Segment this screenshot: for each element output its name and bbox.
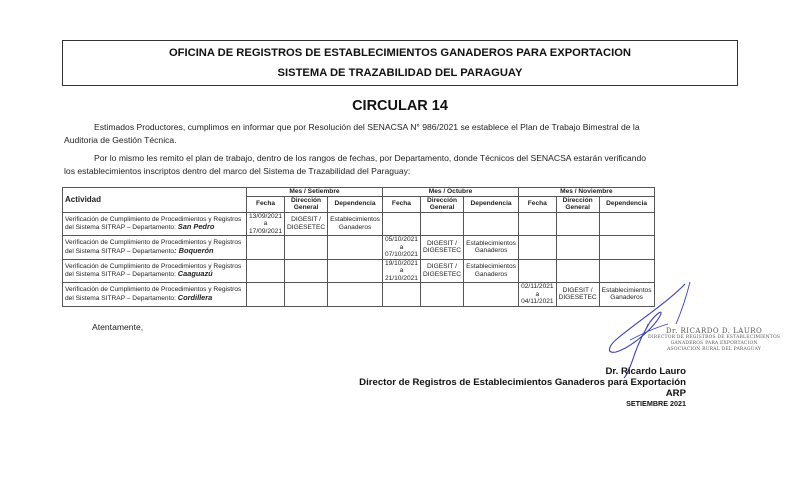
paragraph-plan-line2: los establecimientos inscriptos dentro del marco del Sistema de Trazabilidad del Paraguay: (64, 166, 411, 176)
dependencia-cell (328, 236, 383, 260)
dependencia-cell: Establecimientos Ganaderos (328, 212, 383, 236)
direccion-cell (556, 259, 599, 283)
signature-block (359, 366, 686, 409)
activity-cell: Verificación de Cumplimiento de Procedimientos y Registros del Sistema SITRAP – Departamento: Caaguazú (63, 259, 247, 283)
direccion-cell (556, 212, 599, 236)
direccion-cell: DIGESIT / DIGESETEC (420, 236, 463, 260)
activity-cell: Verificación de Cumplimiento de Procedimientos y Registros del Sistema SITRAP – Departamento: Boquerón (63, 236, 247, 260)
fecha-cell: 19/10/2021 a 21/10/2021 (382, 259, 420, 283)
fecha-cell (247, 259, 285, 283)
fecha-cell: 13/09/2021 a 17/09/2021 (247, 212, 285, 236)
circular-title: CIRCULAR 14 (352, 98, 448, 114)
fecha-cell (382, 212, 420, 236)
paragraph-intro (64, 121, 744, 147)
direccion-cell (420, 283, 463, 307)
stamp-line3: GANADEROS PARA EXPORTACION (670, 341, 758, 346)
fecha-cell: 02/11/2021 a 04/11/2021 (519, 283, 557, 307)
month-header-september: Mes / Setiembre (247, 188, 383, 197)
sub-header-dependencia: Dependencia (328, 196, 383, 212)
direccion-cell (420, 212, 463, 236)
signer-role: Director de Registros de Establecimientos Ganaderos para Exportación (359, 377, 686, 388)
sub-header-fecha: Fecha (382, 196, 420, 212)
month-header-november: Mes / Noviembre (519, 188, 654, 197)
closing-salutation: Atentamente, (92, 322, 144, 332)
sub-header-direccion: Dirección General (420, 196, 463, 212)
direccion-cell (556, 236, 599, 260)
sub-header-dependencia: Dependencia (464, 196, 519, 212)
work-plan-table (62, 187, 655, 307)
dependencia-cell: Establecimientos Ganaderos (464, 259, 519, 283)
fecha-cell (247, 236, 285, 260)
fecha-cell (519, 236, 557, 260)
paragraph-intro-line1: Estimados Productores, cumplimos en informar que por Resolución del SENACSA N° 986/2021 se establece el Plan de Trabajo Bimestral de la (94, 122, 640, 132)
stamp-line4: ASOCIACION RURAL DEL PARAGUAY (667, 347, 762, 352)
fecha-cell (247, 283, 285, 307)
stamp-line2: DIRECTOR DE REGISTROS DE ESTABLECIMIENTOS (648, 335, 781, 340)
dependencia-cell (599, 259, 654, 283)
table-row (63, 259, 655, 283)
dependencia-cell (328, 283, 383, 307)
sub-header-dependencia: Dependencia (599, 196, 654, 212)
stamp-line1: Dr. RICARDO D. LAURO (665, 327, 763, 335)
month-header-october: Mes / Octubre (382, 188, 518, 197)
header-box (62, 40, 738, 86)
sub-header-fecha: Fecha (247, 196, 285, 212)
fecha-cell (519, 259, 557, 283)
paragraph-plan (64, 152, 744, 178)
direccion-cell (285, 259, 328, 283)
activity-cell: Verificación de Cumplimiento de Procedimientos y Registros del Sistema SITRAP – Departamento: San Pedro (63, 212, 247, 236)
table-row (63, 283, 655, 307)
direccion-cell (285, 283, 328, 307)
direccion-cell: DIGESIT / DIGESETEC (420, 259, 463, 283)
department-name: : Boquerón (174, 245, 214, 255)
table-row (63, 212, 655, 236)
direccion-cell (285, 236, 328, 260)
fecha-cell (519, 212, 557, 236)
paragraph-plan-line1: Por lo mismo les remito el plan de trabajo, dentro de los rangos de fechas, por Departamento, donde Técnicos del SENACSA estarán verificando (94, 153, 647, 163)
handwritten-signature-icon (590, 280, 710, 380)
direccion-cell: DIGESIT / DIGESETEC (285, 212, 328, 236)
activity-header: Actividad (63, 188, 247, 213)
department-name: Caaguazú (177, 269, 213, 279)
dependencia-cell (464, 283, 519, 307)
department-name: Cordillera (177, 292, 213, 302)
sub-header-fecha: Fecha (519, 196, 557, 212)
signer-organization: ARP (665, 388, 686, 399)
system-title: SISTEMA DE TRAZABILIDAD DEL PARAGUAY (277, 67, 523, 79)
dependencia-cell (464, 212, 519, 236)
dependencia-cell: Establecimientos Ganaderos (599, 283, 654, 307)
sub-header-direccion: Dirección General (556, 196, 599, 212)
dependencia-cell (599, 212, 654, 236)
month-header-row (63, 188, 655, 197)
table-row (63, 236, 655, 260)
paragraph-intro-line2: Auditoria de Gestión Técnica. (64, 135, 177, 145)
sub-header-direccion: Dirección General (285, 196, 328, 212)
dependencia-cell (328, 259, 383, 283)
activity-cell: Verificación de Cumplimiento de Procedimientos y Registros del Sistema SITRAP – Departamento: Cordillera (63, 283, 247, 307)
department-name: San Pedro (177, 222, 215, 232)
office-title: OFICINA DE REGISTROS DE ESTABLECIMIENTOS GANADEROS PARA EXPORTACION (168, 47, 632, 59)
signer-name: Dr. Ricardo Lauro (605, 366, 686, 377)
fecha-cell (382, 283, 420, 307)
fecha-cell: 05/10/2021 a 07/10/2021 (382, 236, 420, 260)
dependencia-cell: Establecimientos Ganaderos (464, 236, 519, 260)
dependencia-cell (599, 236, 654, 260)
direccion-cell: DIGESIT / DIGESETEC (556, 283, 599, 307)
document-date: SETIEMBRE 2021 (626, 399, 686, 408)
